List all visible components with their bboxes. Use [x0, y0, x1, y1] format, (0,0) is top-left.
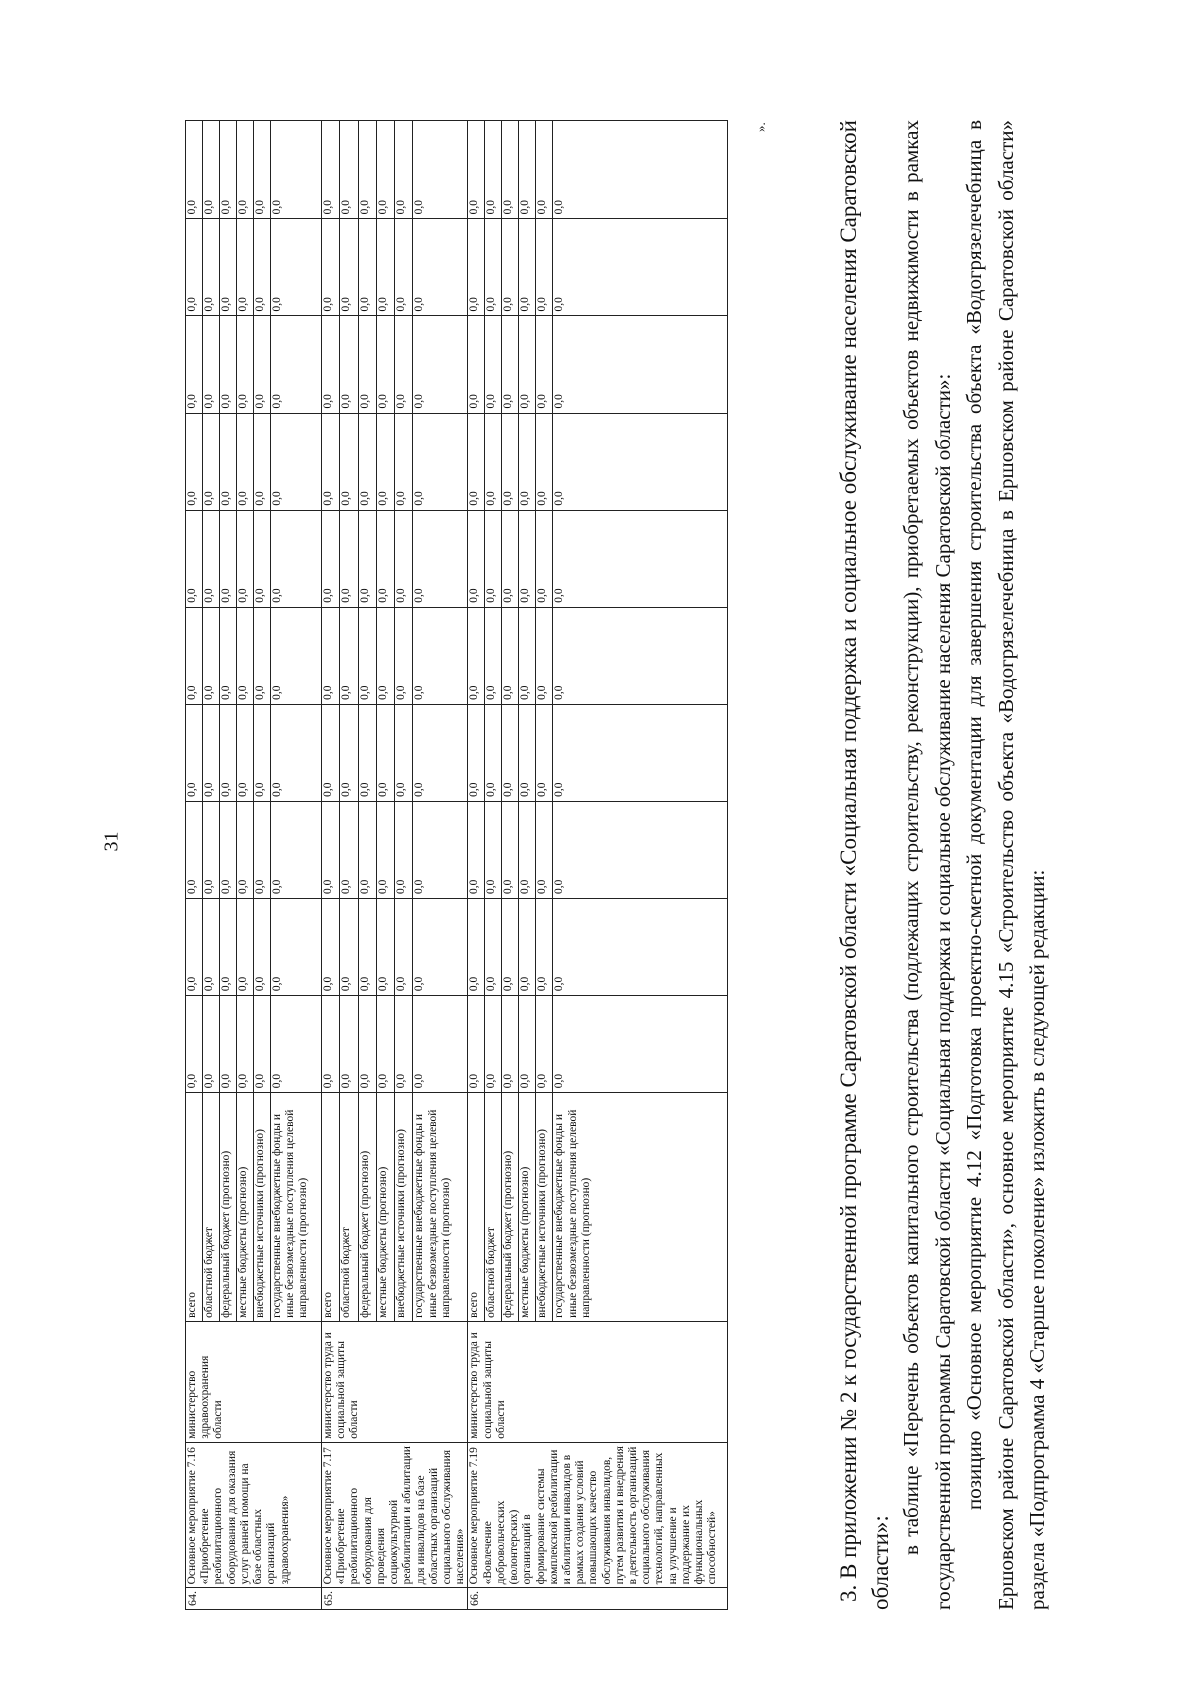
- amount-cell: 0,0: [413, 413, 468, 510]
- amount-cell: 0,0: [220, 704, 237, 801]
- activity-name: Основное мероприятие 7.17 «Приобретение реабилитационного оборудования для проведения социокультурной реабилитации и абилитации для инвалидов на базе областных организаций социального обслуживания населения»: [322, 1442, 468, 1588]
- amount-cell: 0,0: [485, 607, 502, 704]
- amount-cell: 0,0: [322, 607, 340, 704]
- amount-cell: 0,0: [358, 899, 376, 996]
- amount-cell: 0,0: [413, 607, 468, 704]
- amount-cell: 0,0: [322, 899, 340, 996]
- amount-cell: 0,0: [322, 704, 340, 801]
- amount-cell: 0,0: [395, 899, 413, 996]
- amount-cell: 0,0: [186, 316, 203, 413]
- amount-cell: 0,0: [254, 899, 271, 996]
- amount-cell: 0,0: [395, 607, 413, 704]
- amount-cell: 0,0: [502, 413, 519, 510]
- amount-cell: 0,0: [322, 219, 340, 316]
- amount-cell: 0,0: [237, 316, 254, 413]
- amount-cell: 0,0: [485, 510, 502, 607]
- amount-cell: 0,0: [519, 801, 536, 898]
- amount-cell: 0,0: [203, 899, 220, 996]
- amount-cell: 0,0: [536, 219, 553, 316]
- amount-cell: 0,0: [220, 510, 237, 607]
- amount-cell: 0,0: [468, 413, 485, 510]
- amount-cell: 0,0: [186, 510, 203, 607]
- row-number: 65.: [322, 1588, 468, 1610]
- funding-source: федеральный бюджет (прогнозно): [358, 1093, 376, 1322]
- amount-cell: 0,0: [220, 219, 237, 316]
- amount-cell: 0,0: [203, 121, 220, 219]
- funding-source: государственные внебюджетные фонды и иные безвозмездные поступления целевой направленности (прогнозно): [413, 1093, 468, 1322]
- amount-cell: 0,0: [485, 316, 502, 413]
- amount-cell: 0,0: [395, 219, 413, 316]
- amount-cell: 0,0: [536, 607, 553, 704]
- amount-cell: 0,0: [553, 607, 728, 704]
- amount-cell: 0,0: [468, 704, 485, 801]
- amount-cell: 0,0: [468, 121, 485, 219]
- amount-cell: 0,0: [322, 510, 340, 607]
- amount-cell: 0,0: [220, 996, 237, 1093]
- amount-cell: 0,0: [271, 413, 322, 510]
- amount-cell: 0,0: [271, 704, 322, 801]
- amount-cell: 0,0: [413, 899, 468, 996]
- amount-cell: 0,0: [254, 996, 271, 1093]
- amount-cell: 0,0: [376, 704, 394, 801]
- amount-cell: 0,0: [203, 316, 220, 413]
- funding-source: федеральный бюджет (прогнозно): [502, 1093, 519, 1322]
- amount-cell: 0,0: [237, 413, 254, 510]
- amount-cell: 0,0: [413, 704, 468, 801]
- executor: министерство труда и социальной защиты области: [468, 1321, 728, 1442]
- amount-cell: 0,0: [220, 316, 237, 413]
- amount-cell: 0,0: [186, 996, 203, 1093]
- amount-cell: 0,0: [203, 704, 220, 801]
- amount-cell: 0,0: [186, 607, 203, 704]
- amount-cell: 0,0: [395, 413, 413, 510]
- amount-cell: 0,0: [519, 121, 536, 219]
- amount-cell: 0,0: [358, 704, 376, 801]
- amount-cell: 0,0: [254, 607, 271, 704]
- amount-cell: 0,0: [322, 801, 340, 898]
- amount-cell: 0,0: [203, 801, 220, 898]
- amount-cell: 0,0: [468, 996, 485, 1093]
- amount-cell: 0,0: [358, 413, 376, 510]
- amount-cell: 0,0: [468, 899, 485, 996]
- funding-source: государственные внебюджетные фонды и иные безвозмездные поступления целевой направленности (прогнозно): [271, 1093, 322, 1322]
- amount-cell: 0,0: [376, 413, 394, 510]
- paragraph-position: позицию «Основное мероприятие 4.12 «Подготовка проектно-сметной документации для завершения строительства объекта «Водогрязелечебница в Ершовском районе Саратовской области», основное мероприятие 4.15 «Строительство объекта «Водогрязелечебница в Ершовском районе Саратовской области» раздела «Подпрограмма 4 «Старшее поколение» изложить в следующей редакции:: [962, 120, 1049, 1610]
- amount-cell: 0,0: [553, 704, 728, 801]
- amount-cell: 0,0: [536, 316, 553, 413]
- amount-cell: 0,0: [203, 996, 220, 1093]
- amount-cell: 0,0: [395, 801, 413, 898]
- amount-cell: 0,0: [536, 996, 553, 1093]
- amount-cell: 0,0: [220, 413, 237, 510]
- amount-cell: 0,0: [502, 704, 519, 801]
- amount-cell: 0,0: [553, 801, 728, 898]
- amount-cell: 0,0: [376, 801, 394, 898]
- funding-source: государственные внебюджетные фонды и иные безвозмездные поступления целевой направленности (прогнозно): [553, 1093, 728, 1322]
- amount-cell: 0,0: [468, 219, 485, 316]
- amount-cell: 0,0: [519, 316, 536, 413]
- paragraph-3: 3. В приложении № 2 к государственной программе Саратовской области «Социальная поддержка и социальное обслуживание населения Саратовской области»:: [836, 120, 893, 1610]
- amount-cell: 0,0: [220, 121, 237, 219]
- amount-cell: 0,0: [376, 607, 394, 704]
- amount-cell: 0,0: [271, 316, 322, 413]
- amount-cell: 0,0: [485, 219, 502, 316]
- amount-cell: 0,0: [536, 413, 553, 510]
- row-number: 66.: [468, 1588, 728, 1610]
- activity-name: Основное мероприятие 7.16 «Приобретение реабилитационного оборудования для оказания услуг ранней помощи на базе областных организаций здравоохранения»: [186, 1442, 322, 1588]
- amount-cell: 0,0: [220, 899, 237, 996]
- amount-cell: 0,0: [237, 219, 254, 316]
- amount-cell: 0,0: [358, 510, 376, 607]
- amount-cell: 0,0: [395, 996, 413, 1093]
- amount-cell: 0,0: [254, 316, 271, 413]
- amount-cell: 0,0: [485, 801, 502, 898]
- amount-cell: 0,0: [186, 801, 203, 898]
- amount-cell: 0,0: [536, 121, 553, 219]
- amount-cell: 0,0: [271, 510, 322, 607]
- amount-cell: 0,0: [519, 219, 536, 316]
- amount-cell: 0,0: [519, 996, 536, 1093]
- amount-cell: 0,0: [237, 607, 254, 704]
- amount-cell: 0,0: [376, 121, 394, 219]
- amount-cell: 0,0: [254, 704, 271, 801]
- table-row: [468, 121, 485, 1610]
- amount-cell: 0,0: [271, 801, 322, 898]
- paragraph-table-reference: в таблице «Перечень объектов капитального строительства (подлежащих строительству, реконструкции), приобретаемых объектов недвижимости в рамках государственной программы Саратовской области «Социальная поддержка и социальное обслуживание населения Саратовской области»:: [899, 120, 955, 1610]
- activity-name: Основное мероприятие 7.19 «Вовлечение добровольческих (волонтерских) организаций в формирование системы комплексной реабилитации и абилитации инвалидов в рамках создания условий повышающих качество обслуживания инвалидов, путем развития и внедрения в деятельность организаций социального обслуживания технологий, направленных на улучшение и поддержание их функциональных способностей»: [468, 1442, 728, 1588]
- amount-cell: 0,0: [186, 413, 203, 510]
- rotated-page-content: [185, 120, 1200, 1610]
- amount-cell: 0,0: [322, 413, 340, 510]
- amount-cell: 0,0: [413, 510, 468, 607]
- amount-cell: 0,0: [237, 704, 254, 801]
- amount-cell: 0,0: [220, 607, 237, 704]
- amount-cell: 0,0: [322, 121, 340, 219]
- amount-cell: 0,0: [553, 996, 728, 1093]
- amount-cell: 0,0: [254, 413, 271, 510]
- table-row: [186, 121, 203, 1610]
- amount-cell: 0,0: [237, 510, 254, 607]
- amount-cell: 0,0: [502, 316, 519, 413]
- amount-cell: 0,0: [553, 219, 728, 316]
- funding-source: местные бюджеты (прогнозно): [237, 1093, 254, 1322]
- amount-cell: 0,0: [553, 899, 728, 996]
- amount-cell: 0,0: [220, 801, 237, 898]
- amount-cell: 0,0: [413, 996, 468, 1093]
- amount-cell: 0,0: [271, 219, 322, 316]
- amount-cell: 0,0: [502, 899, 519, 996]
- funding-source: областной бюджет: [485, 1093, 502, 1322]
- amount-cell: 0,0: [502, 121, 519, 219]
- amount-cell: 0,0: [468, 801, 485, 898]
- amount-cell: 0,0: [254, 510, 271, 607]
- amount-cell: 0,0: [340, 510, 358, 607]
- amount-cell: 0,0: [413, 801, 468, 898]
- amount-cell: 0,0: [468, 607, 485, 704]
- amount-cell: 0,0: [186, 704, 203, 801]
- amount-cell: 0,0: [376, 899, 394, 996]
- executor: министерство здравоохранения области: [186, 1321, 322, 1442]
- amount-cell: 0,0: [203, 510, 220, 607]
- table-body: [186, 121, 728, 1610]
- amount-cell: 0,0: [340, 413, 358, 510]
- amount-cell: 0,0: [395, 121, 413, 219]
- amount-cell: 0,0: [358, 996, 376, 1093]
- funding-source: всего: [186, 1093, 203, 1322]
- closing-quote: ».: [753, 122, 768, 132]
- amount-cell: 0,0: [519, 899, 536, 996]
- amount-cell: 0,0: [358, 121, 376, 219]
- amount-cell: 0,0: [502, 219, 519, 316]
- amount-cell: 0,0: [536, 704, 553, 801]
- amount-cell: 0,0: [340, 219, 358, 316]
- amount-cell: 0,0: [340, 801, 358, 898]
- amount-cell: 0,0: [322, 996, 340, 1093]
- amount-cell: 0,0: [237, 801, 254, 898]
- amount-cell: 0,0: [203, 413, 220, 510]
- amount-cell: 0,0: [340, 704, 358, 801]
- table-row: [322, 121, 340, 1610]
- amount-cell: 0,0: [413, 316, 468, 413]
- amount-cell: 0,0: [468, 316, 485, 413]
- amount-cell: 0,0: [502, 607, 519, 704]
- amount-cell: 0,0: [519, 704, 536, 801]
- amount-cell: 0,0: [502, 510, 519, 607]
- funding-source: областной бюджет: [203, 1093, 220, 1322]
- amount-cell: 0,0: [358, 219, 376, 316]
- funding-table: [185, 120, 728, 1610]
- amount-cell: 0,0: [485, 899, 502, 996]
- amount-cell: 0,0: [395, 704, 413, 801]
- amount-cell: 0,0: [358, 607, 376, 704]
- amount-cell: 0,0: [536, 801, 553, 898]
- amount-cell: 0,0: [376, 219, 394, 316]
- amount-cell: 0,0: [271, 607, 322, 704]
- amount-cell: 0,0: [519, 413, 536, 510]
- amount-cell: 0,0: [395, 316, 413, 413]
- amount-cell: 0,0: [340, 996, 358, 1093]
- amount-cell: 0,0: [553, 121, 728, 219]
- amount-cell: 0,0: [237, 996, 254, 1093]
- amount-cell: 0,0: [203, 219, 220, 316]
- amount-cell: 0,0: [468, 510, 485, 607]
- amount-cell: 0,0: [485, 996, 502, 1093]
- amount-cell: 0,0: [485, 704, 502, 801]
- amount-cell: 0,0: [485, 413, 502, 510]
- amount-cell: 0,0: [485, 121, 502, 219]
- amount-cell: 0,0: [553, 316, 728, 413]
- amount-cell: 0,0: [519, 510, 536, 607]
- amount-cell: 0,0: [502, 801, 519, 898]
- funding-source: местные бюджеты (прогнозно): [376, 1093, 394, 1322]
- funding-source: федеральный бюджет (прогнозно): [220, 1093, 237, 1322]
- funding-source: областной бюджет: [340, 1093, 358, 1322]
- funding-source: всего: [468, 1093, 485, 1322]
- row-number: 64.: [186, 1588, 322, 1610]
- amount-cell: 0,0: [376, 316, 394, 413]
- amount-cell: 0,0: [502, 996, 519, 1093]
- amount-cell: 0,0: [254, 801, 271, 898]
- amount-cell: 0,0: [358, 316, 376, 413]
- amount-cell: 0,0: [395, 510, 413, 607]
- amount-cell: 0,0: [203, 607, 220, 704]
- amount-cell: 0,0: [376, 996, 394, 1093]
- amount-cell: 0,0: [553, 413, 728, 510]
- amount-cell: 0,0: [340, 607, 358, 704]
- amount-cell: 0,0: [271, 996, 322, 1093]
- amount-cell: 0,0: [186, 899, 203, 996]
- body-text: [825, 120, 1054, 1610]
- amount-cell: 0,0: [237, 121, 254, 219]
- amount-cell: 0,0: [254, 219, 271, 316]
- amount-cell: 0,0: [376, 510, 394, 607]
- amount-cell: 0,0: [413, 219, 468, 316]
- amount-cell: 0,0: [340, 121, 358, 219]
- amount-cell: 0,0: [186, 219, 203, 316]
- amount-cell: 0,0: [536, 899, 553, 996]
- page-number: 31: [100, 831, 123, 852]
- executor: министерство труда и социальной защиты области: [322, 1321, 468, 1442]
- amount-cell: 0,0: [271, 121, 322, 219]
- funding-source: внебюджетные источники (прогнозно): [254, 1093, 271, 1322]
- funding-source: местные бюджеты (прогнозно): [519, 1093, 536, 1322]
- funding-source: всего: [322, 1093, 340, 1322]
- amount-cell: 0,0: [271, 899, 322, 996]
- amount-cell: 0,0: [254, 121, 271, 219]
- amount-cell: 0,0: [340, 316, 358, 413]
- amount-cell: 0,0: [536, 510, 553, 607]
- amount-cell: 0,0: [186, 121, 203, 219]
- funding-source: внебюджетные источники (прогнозно): [536, 1093, 553, 1322]
- amount-cell: 0,0: [322, 316, 340, 413]
- amount-cell: 0,0: [237, 899, 254, 996]
- amount-cell: 0,0: [553, 510, 728, 607]
- amount-cell: 0,0: [340, 899, 358, 996]
- amount-cell: 0,0: [358, 801, 376, 898]
- amount-cell: 0,0: [519, 607, 536, 704]
- amount-cell: 0,0: [413, 121, 468, 219]
- funding-source: внебюджетные источники (прогнозно): [395, 1093, 413, 1322]
